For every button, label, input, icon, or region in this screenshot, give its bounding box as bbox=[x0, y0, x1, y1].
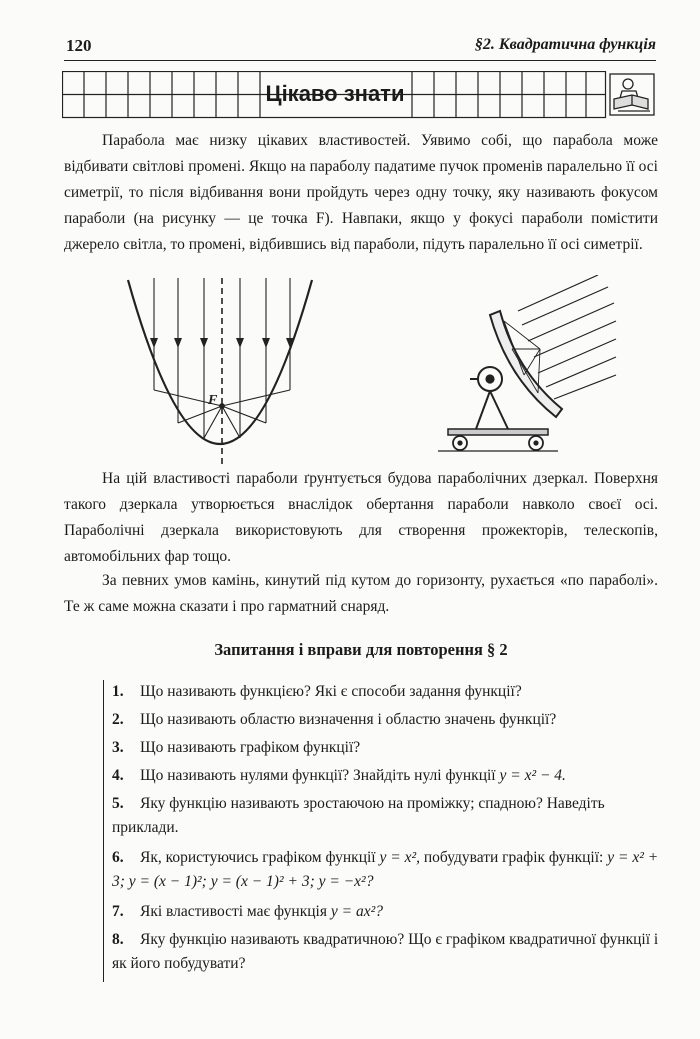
paragraph-parabolic-mirrors: На цій властивості параболи ґрунтується будова параболічних дзеркал. Поверхня такого дзеркала утворюється внаслідок обертання параболи навколо своєї осі. Параболічні дзеркала використовують для створення прожекторів, телескопів, автомобільних фар тощо. bbox=[64, 470, 658, 565]
question-text: Яку функцію називають квадратичною? Що є графіком квадратичної функції і як його побудувати? bbox=[112, 931, 659, 972]
question-item bbox=[112, 900, 664, 924]
parabolic-mirror-figure bbox=[438, 275, 618, 455]
question-number: 7. bbox=[112, 903, 124, 920]
section-title: §2. Квадратична функція bbox=[474, 36, 656, 53]
question-item bbox=[112, 764, 664, 788]
question-item bbox=[112, 928, 664, 976]
stand-leg-right bbox=[490, 391, 508, 429]
question-text: Що називають графіком функції? bbox=[140, 739, 361, 756]
question-number: 8. bbox=[112, 931, 124, 948]
mirror-dish bbox=[490, 311, 562, 417]
focus-point bbox=[220, 404, 225, 409]
question-text: Що називають областю визначення і областю значень функції? bbox=[140, 711, 557, 728]
paragraph-projectile: За певних умов камінь, кинутий під кутом до горизонту, рухається «по параболі». Те ж саме можна сказати і про гарматний снаряд. bbox=[64, 572, 658, 615]
question-text: Що називають функцією? Які є способи задання функції? bbox=[140, 683, 522, 700]
question-formula: y = x², bbox=[379, 849, 420, 866]
question-number: 4. bbox=[112, 767, 124, 784]
banner-title: Цікаво знати bbox=[265, 81, 405, 106]
focus-label: F bbox=[208, 393, 218, 408]
questions-margin-line bbox=[103, 680, 104, 982]
question-number: 1. bbox=[112, 683, 124, 700]
question-text: Які властивості має функція bbox=[140, 903, 327, 920]
page-number: 120 bbox=[66, 36, 92, 55]
question-text-continued: побудувати графік функції: bbox=[423, 849, 604, 866]
question-number: 5. bbox=[112, 795, 124, 812]
question-formula: y = x² − 4. bbox=[499, 767, 566, 784]
question-formula-list: y = x² + 3; y = (x − 1)²; y = (x − 1)² + 3; y = −x²? bbox=[112, 849, 659, 890]
header-rule bbox=[64, 60, 656, 61]
questions-heading: Запитання і вправи для повторення § 2 bbox=[214, 640, 508, 659]
parabola-curve bbox=[128, 280, 312, 444]
question-text: Як, користуючись графіком функції bbox=[140, 849, 376, 866]
parabola-reflection-figure bbox=[120, 278, 320, 468]
question-item bbox=[112, 792, 664, 840]
question-formula: y = ax²? bbox=[330, 903, 383, 920]
reading-person-icon bbox=[610, 74, 654, 115]
question-item bbox=[112, 736, 664, 760]
question-item bbox=[112, 708, 664, 732]
question-text: Що називають нулями функції? Знайдіть нулі функції bbox=[140, 767, 496, 784]
question-number: 2. bbox=[112, 711, 124, 728]
cart-platform bbox=[448, 429, 548, 435]
question-number: 3. bbox=[112, 739, 124, 756]
stand-leg-left bbox=[476, 391, 490, 429]
question-item bbox=[112, 846, 664, 894]
paragraph-parabola-properties: Парабола має низку цікавих властивостей. Уявимо собі, що парабола може відбивати світлові промені. Якщо на параболу падатиме пучок променів паралельно її осі симетрії, то після відбивання вони пройдуть через одну точку, яку називають фокусом параболи (на рисунку — це точка F). Навпаки, якщо у фокусі параболи помістити джерело світла, то промені, відбившись від параболи, підуть паралельно її осі симетрії. bbox=[64, 132, 658, 253]
question-number: 6. bbox=[112, 849, 124, 866]
interesting-facts-banner bbox=[62, 71, 658, 119]
question-text: Яку функцію називають зростаючою на проміжку; спадною? Наведіть приклади. bbox=[112, 795, 605, 836]
question-item bbox=[112, 680, 664, 704]
